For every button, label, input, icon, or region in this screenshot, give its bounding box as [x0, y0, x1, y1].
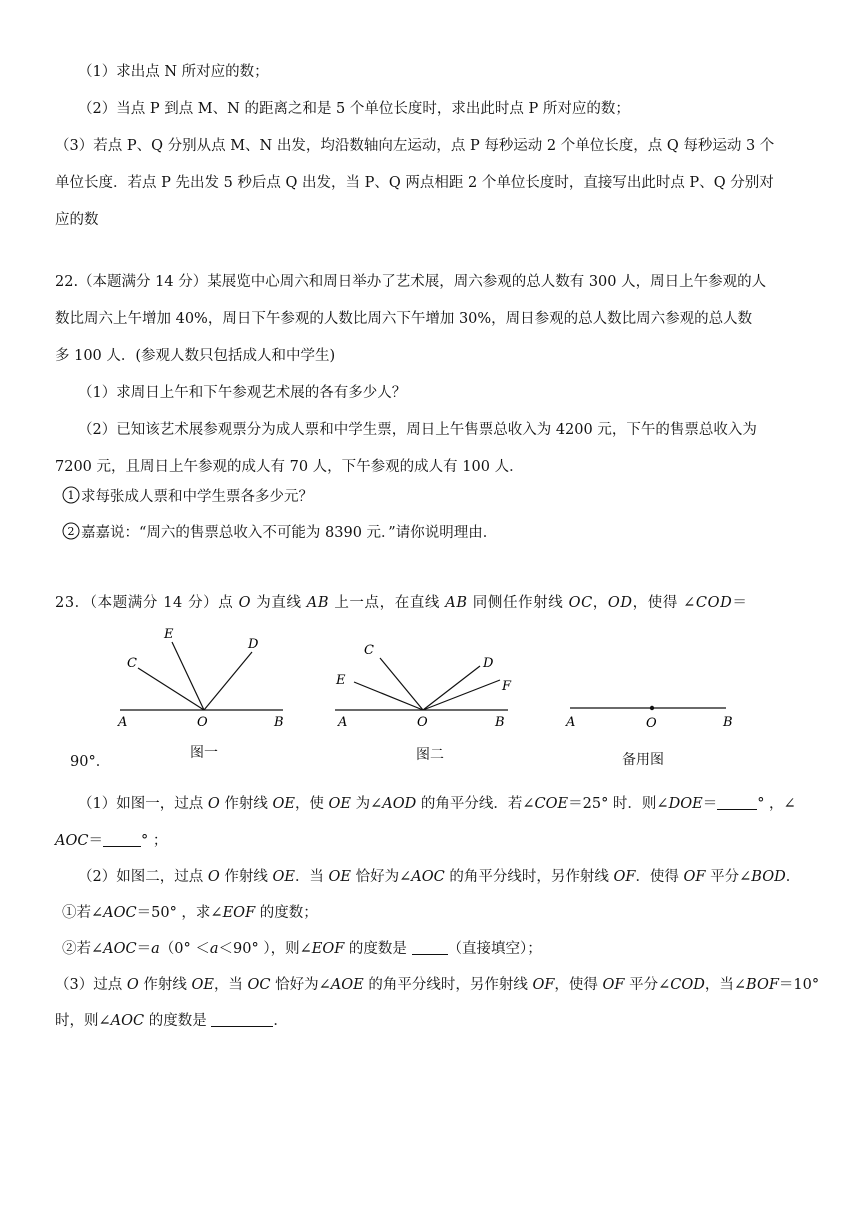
fig1-label-o: O: [197, 715, 208, 730]
figure-2: [330, 630, 530, 730]
q22-sub1: （1）求周日上午和下午参观艺术展的各有多少人？: [78, 385, 407, 401]
answer-blank-doe[interactable]: [717, 795, 757, 810]
circled-one-icon: [62, 486, 80, 504]
fig2-label-d: D: [483, 656, 494, 671]
fig2-label-b: B: [495, 715, 505, 730]
q22-case2-text: 嘉嘉说：“周六的售票总收入不可能为 8390 元．”请你说明理由．: [81, 525, 498, 541]
answer-blank-aoc[interactable]: [103, 832, 141, 847]
q21-part1: （1）求出点 N 所对应的数；: [78, 64, 269, 80]
q23-part3-line1: （3）过点 O 作射线 OE，当 OC 恰好为∠AOE 的角平分线时，另作射线 OF，使得 OF 平分∠COD，当∠BOF＝10°: [55, 977, 820, 993]
q21-part2: （2）当点 P 到点 M、N 的距离之和是 5 个单位长度时，求出此时点 P 所对应的数；: [78, 101, 630, 117]
fig2-label-e: E: [336, 673, 346, 688]
q21-part3-line3: 应的数: [55, 212, 99, 228]
q21-part3-line1: （3）若点 P、Q 分别从点 M、N 出发，均沿数轴向左运动，点 P 每秒运动 2 个单位长度，点 Q 每秒运动 3 个: [55, 138, 775, 154]
q21-part3-line2: 单位长度．若点 P 先出发 5 秒后点 Q 出发，当 P、Q 两点相距 2 个单位长度时，直接写出此时点 P、Q 分别对: [55, 175, 774, 191]
q22-sub2-line1: （2）已知该艺术展参观票分为成人票和中学生票，周日上午售票总收入为 4200 元，下午的售票总收入为: [78, 422, 757, 438]
fig1-label-e: E: [164, 627, 174, 642]
q22-stem-line2: 数比周六上午增加 40%，周日下午参观的人数比周六下午增加 30%，周日参观的总人数比周六参观的总人数: [55, 311, 753, 327]
fig2-label-a: A: [338, 715, 348, 730]
fig2-label-o: O: [417, 715, 428, 730]
q22-case2: [62, 522, 497, 543]
spare-point-o: [650, 706, 654, 710]
q23-stem-end: 90°．: [70, 754, 111, 770]
fig2-caption: 图二: [416, 747, 444, 763]
fig1-caption: 图一: [190, 745, 218, 761]
q23-stem-line1: 23．（本题满分 14 分）点 O 为直线 AB 上一点，在直线 AB 同侧任作射线 OC，OD，使得 ∠COD＝: [55, 595, 748, 611]
q22-stem-line1: 22.（本题满分 14 分）某展览中心周六和周日举办了艺术展，周六参观的总人数有 300 人，周日上午参观的人: [55, 274, 767, 290]
spare-label-b: B: [723, 715, 733, 730]
q22-sub2-line2: 7200 元，且周日上午参观的成人有 70 人，下午参观的成人有 100 人．: [55, 459, 524, 475]
circled-two-icon: [62, 522, 80, 540]
q23-part2-case1: ①若∠AOC＝50° ，求∠EOF 的度数；: [62, 905, 318, 921]
q23-part2-case2: ②若∠AOC＝a（0° ＜a＜90° ），则∠EOF 的度数是 （直接填空）；: [62, 941, 542, 957]
q23-part1-line2: AOC＝ ° ；: [55, 833, 168, 849]
q22-stem-line3: 多 100 人．(参观人数只包括成人和中学生): [55, 348, 336, 364]
circled-two-digit: 2: [67, 525, 75, 539]
figure-1: [110, 620, 300, 730]
fig2-label-f: F: [502, 679, 512, 694]
circled-one-digit: 1: [67, 489, 75, 503]
spare-label-a: A: [566, 715, 576, 730]
figure-spare: [560, 696, 740, 732]
fig1-label-d: D: [248, 637, 259, 652]
q23-part2-line1: （2）如图二，过点 O 作射线 OE．当 OE 恰好为∠AOC 的角平分线时，另作射线 OF．使得 OF 平分∠BOD．: [78, 869, 801, 885]
q22-case1-text: 求每张成人票和中学生票各多少元？: [81, 489, 313, 505]
answer-blank-final[interactable]: [211, 1012, 273, 1027]
fig2-ray-oe: [354, 682, 423, 710]
fig1-label-c: C: [127, 656, 137, 671]
fig2-ray-od: [423, 666, 480, 710]
fig1-label-a: A: [118, 715, 128, 730]
q22-case1: [62, 486, 313, 507]
fig2-ray-oc: [380, 658, 423, 710]
answer-blank-eof[interactable]: [412, 940, 448, 955]
fig2-label-c: C: [364, 643, 374, 658]
spare-label-o: O: [646, 716, 657, 731]
q23-part3-line2: 时，则∠AOC 的度数是 ．: [55, 1013, 288, 1029]
fig1-label-b: B: [274, 715, 284, 730]
fig1-ray-od: [204, 652, 252, 710]
fig3-caption: 备用图: [622, 752, 664, 768]
fig2-ray-of: [423, 680, 500, 710]
q23-part1-line1: （1）如图一，过点 O 作射线 OE，使 OE 为∠AOD 的角平分线．若∠COE＝25° 时．则∠DOE＝ ° ，∠: [78, 796, 796, 812]
